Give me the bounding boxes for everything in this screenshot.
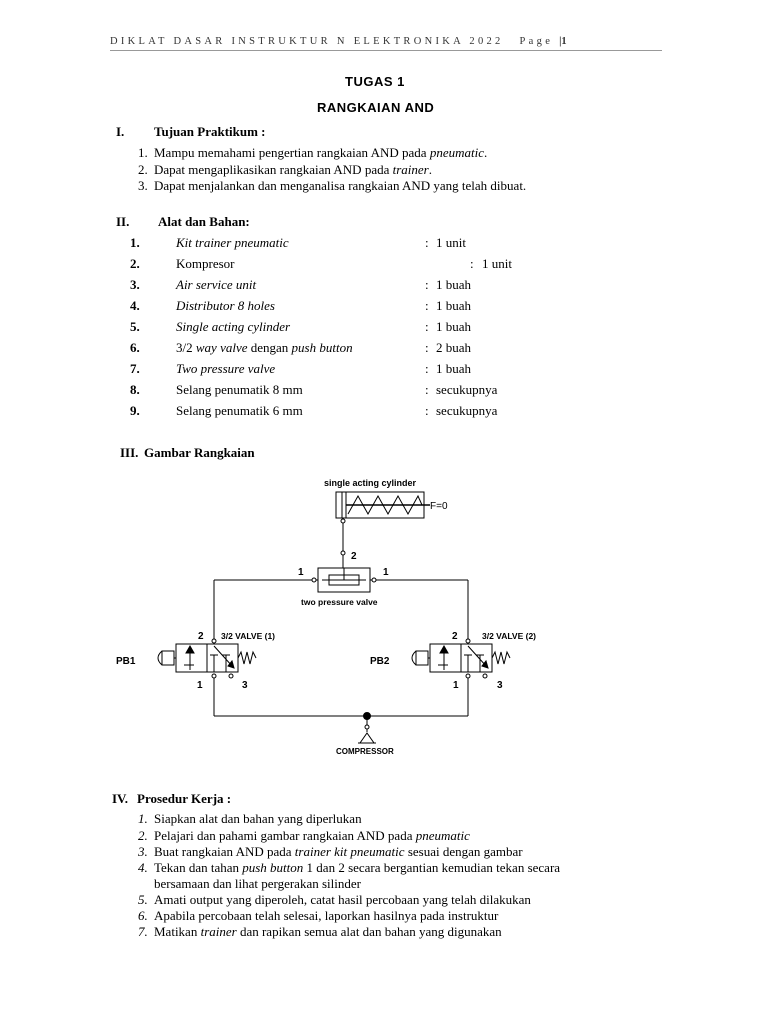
- step-7-number: 7.: [138, 924, 148, 939]
- equip-2-qty: 1 unit: [482, 256, 512, 271]
- two-pressure-valve: [318, 568, 370, 592]
- equip-1-name: Kit trainer pneumatic: [176, 235, 289, 250]
- compressor-symbol: [358, 733, 376, 743]
- objective-1-text: Mampu memahami pengertian rangkaian AND pada: [154, 145, 430, 160]
- step-1: Siapkan alat dan bahan yang diperlukan: [154, 811, 362, 826]
- section1-heading: Tujuan Praktikum :: [154, 124, 266, 139]
- section3-heading: Gambar Rangkaian: [144, 445, 255, 460]
- tpv-port-2: 2: [351, 551, 357, 562]
- tpv-port-right: 1: [383, 567, 389, 578]
- equip-6-name-d: push button: [291, 340, 353, 355]
- equip-4-name: Distributor 8 holes: [176, 298, 275, 313]
- step-3-text-b: sesuai dengan gambar: [404, 844, 523, 859]
- valve2-port-1: 1: [453, 680, 459, 691]
- step-7-text-b: dan rapikan semua alat dan bahan yang digunakan: [236, 924, 502, 939]
- valve-2: [412, 644, 510, 678]
- equip-5-colon: :: [425, 319, 429, 334]
- section3-number: III.: [120, 445, 139, 460]
- objective-3: Dapat menjalankan dan menganalisa rangkaian AND yang telah dibuat.: [154, 178, 527, 193]
- equip-5-name: Single acting cylinder: [176, 319, 291, 334]
- equip-3-qty: 1 buah: [436, 277, 472, 292]
- equip-4-qty: 1 buah: [436, 298, 472, 313]
- equip-8-qty: secukupnya: [436, 382, 498, 397]
- equip-5-qty: 1 buah: [436, 319, 472, 334]
- equip-4-colon: :: [425, 298, 429, 313]
- equip-6-qty: 2 buah: [436, 340, 472, 355]
- equip-1-colon: :: [425, 235, 429, 250]
- step-4-text-a: Tekan dan tahan: [154, 860, 243, 875]
- valve2-label: 3/2 VALVE (2): [482, 631, 537, 641]
- equip-7-name: Two pressure valve: [176, 361, 276, 376]
- step-2-number: 2.: [138, 828, 148, 843]
- header-page-number: 1: [561, 36, 567, 47]
- step-4: [154, 860, 560, 876]
- step-6-number: 6.: [138, 908, 148, 923]
- objective-2-number: 2.: [138, 162, 148, 177]
- step-2-text: Pelajari dan pahami gambar rangkaian AND pada: [154, 828, 416, 843]
- equip-3-colon: :: [425, 277, 429, 292]
- step-2-em: pneumatic: [415, 828, 470, 843]
- step-3-text-a: Buat rangkaian AND pada: [154, 844, 295, 859]
- single-acting-cylinder: [336, 492, 430, 518]
- equip-6-number: 6.: [130, 340, 140, 355]
- objective-1-em: pneumatic: [429, 145, 484, 160]
- equip-8-colon: :: [425, 382, 429, 397]
- step-7-text-a: Matikan: [154, 924, 201, 939]
- section1-number: I.: [116, 124, 125, 139]
- step-5-number: 5.: [138, 892, 148, 907]
- equip-6-name-b: way valve: [195, 340, 248, 355]
- step-4-line2: bersamaan dan lihat pergerakan silinder: [154, 876, 361, 891]
- equip-8-number: 8.: [130, 382, 140, 397]
- step-7: [154, 924, 502, 940]
- section2-heading: Alat dan Bahan:: [158, 214, 250, 229]
- equip-1-qty: 1 unit: [436, 235, 466, 250]
- equip-2-name: Kompresor: [176, 256, 235, 271]
- equip-9-colon: :: [425, 403, 429, 418]
- objective-2-em: trainer: [392, 162, 429, 177]
- equip-7-colon: :: [425, 361, 429, 376]
- header-page-label: Page: [519, 36, 554, 47]
- equip-5-number: 5.: [130, 319, 140, 334]
- equip-2-number: 2.: [130, 256, 140, 271]
- pb1-label: PB1: [116, 656, 136, 667]
- equip-3-number: 3.: [130, 277, 140, 292]
- page-subtitle: RANGKAIAN AND: [317, 100, 435, 115]
- step-4-em: push button: [242, 860, 304, 875]
- equip-1-number: 1.: [130, 235, 140, 250]
- valve1-port-1: 1: [197, 680, 203, 691]
- step-4-number: 4.: [138, 860, 148, 875]
- step-7-em: trainer: [200, 924, 237, 939]
- valve2-port-3: 3: [497, 680, 503, 691]
- objective-2-tail: .: [428, 162, 432, 177]
- valve1-port-2: 2: [198, 631, 204, 642]
- equip-7-qty: 1 buah: [436, 361, 472, 376]
- valve-1: [158, 644, 256, 678]
- equip-4-number: 4.: [130, 298, 140, 313]
- step-3: [154, 844, 523, 860]
- tpv-label: two pressure valve: [301, 597, 378, 607]
- section4-number: IV.: [112, 791, 129, 806]
- objective-3-number: 3.: [138, 178, 148, 193]
- equip-2-colon: :: [470, 256, 474, 271]
- section4-heading: Prosedur Kerja :: [137, 791, 232, 806]
- step-5: Amati output yang diperoleh, catat hasil percobaan yang telah dilakukan: [154, 892, 531, 907]
- header-text: DIKLAT DASAR INSTRUKTUR N ELEKTRONIKA 2022: [110, 36, 504, 47]
- section2-number: II.: [116, 214, 130, 229]
- compressor-label: COMPRESSOR: [336, 747, 394, 756]
- step-2: [154, 828, 470, 844]
- valve2-port-2: 2: [452, 631, 458, 642]
- header-page-sep: |: [559, 36, 562, 47]
- tpv-port-left: 1: [298, 567, 304, 578]
- step-4-text-b: 1 dan 2 secara bergantian kemudian tekan secara: [303, 860, 561, 875]
- step-3-em: trainer kit pneumatic: [294, 844, 405, 859]
- equip-9-qty: secukupnya: [436, 403, 498, 418]
- equip-6-name-a: 3/2: [176, 340, 196, 355]
- equip-8-name: Selang penumatik 8 mm: [176, 382, 303, 397]
- valve1-label: 3/2 VALVE (1): [221, 631, 276, 641]
- step-6: Apabila percobaan telah selesai, laporkan hasilnya pada instruktur: [154, 908, 499, 923]
- pb2-label: PB2: [370, 656, 390, 667]
- step-1-number: 1.: [138, 811, 148, 826]
- valve1-port-3: 3: [242, 680, 248, 691]
- objective-1-number: 1.: [138, 145, 148, 160]
- objective-1-tail: .: [483, 145, 488, 160]
- equip-9-name: Selang penumatik 6 mm: [176, 403, 303, 418]
- step-3-number: 3.: [138, 844, 148, 859]
- objective-2-text: Dapat mengaplikasikan rangkaian AND pada: [154, 162, 393, 177]
- equip-7-number: 7.: [130, 361, 140, 376]
- force-label: F=0: [430, 501, 448, 512]
- page-title: TUGAS 1: [345, 74, 405, 89]
- equip-6-name-c: dengan: [247, 340, 292, 355]
- equip-9-number: 9.: [130, 403, 140, 418]
- equip-6-colon: :: [425, 340, 429, 355]
- equip-3-name: Air service unit: [176, 277, 257, 292]
- cylinder-label: single acting cylinder: [324, 478, 417, 488]
